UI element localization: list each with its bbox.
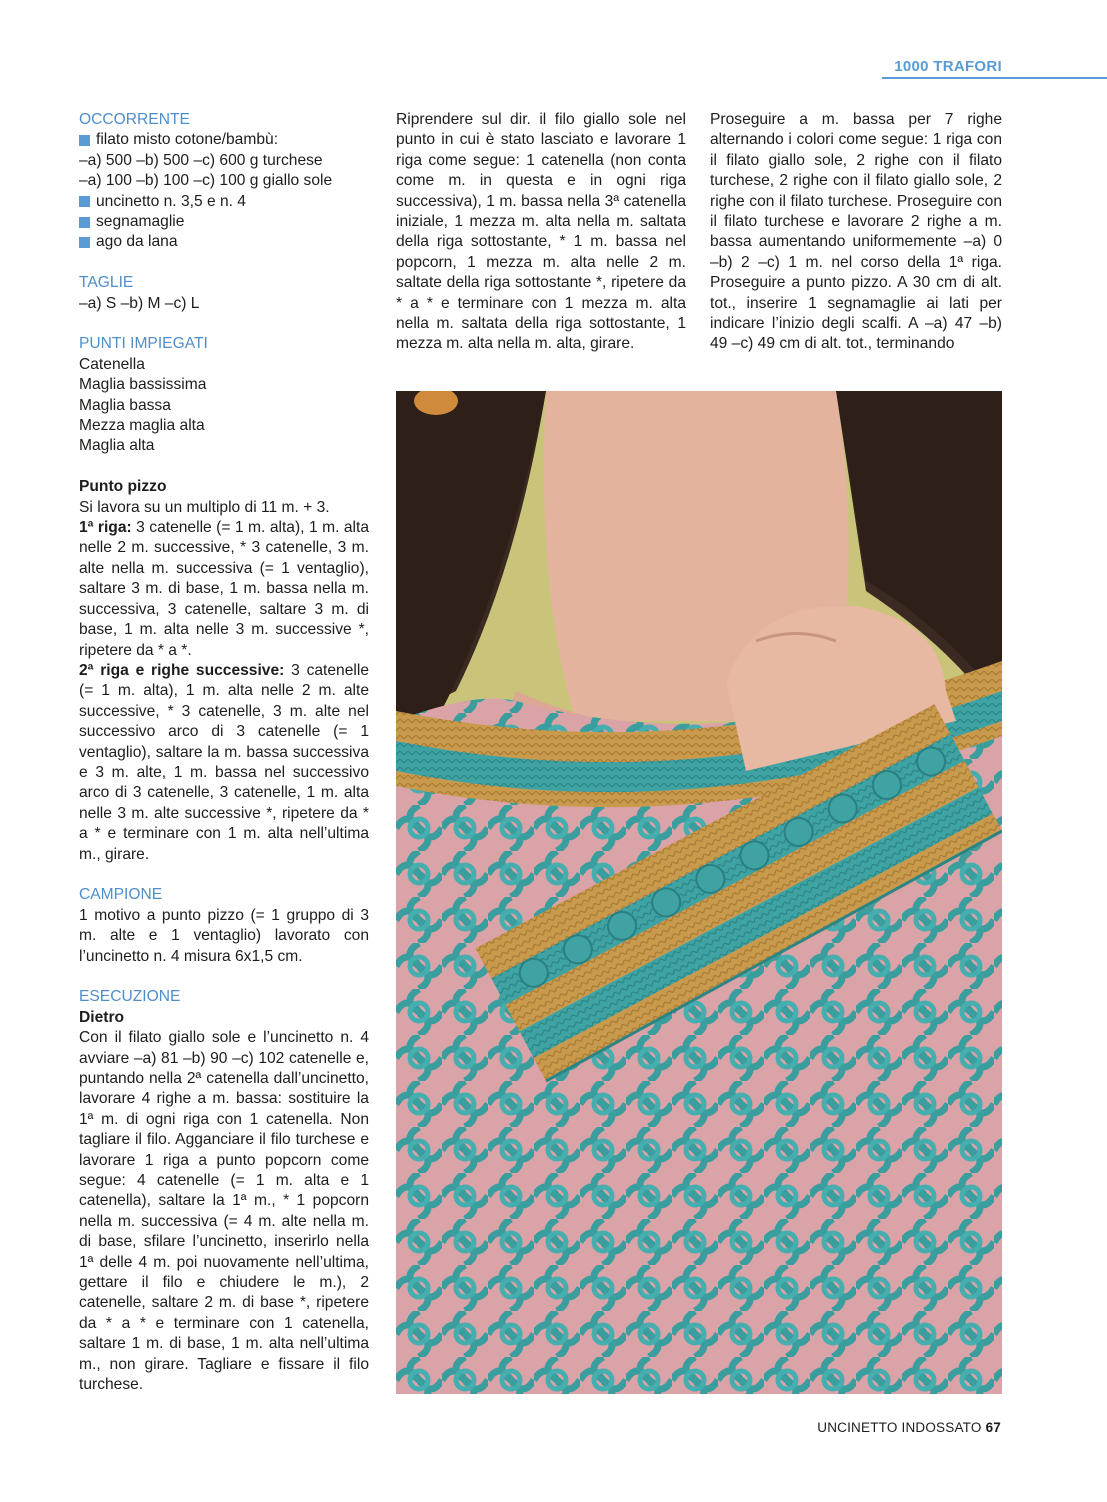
column-right [710,110,1002,355]
pizzo-intro: Si lavora su un multiplo di 11 m. + 3. [79,498,330,516]
bullet-square-icon [79,217,90,228]
crochet-sweater-illustration [396,391,1002,1394]
list-item: segnamaglie [79,212,369,232]
occorrente-heading: OCCORRENTE [79,111,190,128]
list-item: Mezza maglia alta [79,417,205,435]
right-paragraph: Proseguire a m. bassa per 7 righe alternando i colori come segue: 1 riga con il filato giallo sole, 2 righe con il filato turchese, 2 righe con il filato giallo sole, 2 righe con il filato turchese. Proseguire con il filato turchese e lavorare 2 righe a m. bassa aumentando uniformemente –a) 0 –b) 2 –c) 1 m. nel corso della 1ª riga. Proseguire a punto pizzo. A 30 cm di alt. tot., inserire 1 segnamaglie ai lati per indicare l’inizio degli scalfi. A –a) 47 –b) 49 –c) 49 cm di alt. tot., terminando [710,111,1002,353]
riga2-paragraph: 2ª riga e righe successive: 3 catenelle (= 1 m. alta), 1 m. alta nelle 2 m. alte successive, * 3 catenelle, 3 m. alte nel successivo arco di 3 catenelle (= 1 ventaglio), saltare la m. bassa successiva e 3 m. alte, 1 m. bassa nel successivo arco di 3 catenelle, 3 catenelle, 1 m. alta nelle 3 m. alte successive *, ripetere da * a * e terminare con 1 m. alta nell’ultima m., girare. [79,661,369,863]
list-item: –a) 500 –b) 500 –c) 600 g turchese [79,151,323,169]
list-item: uncinetto n. 3,5 e n. 4 [79,192,369,212]
esecuzione-heading: ESECUZIONE [79,988,181,1006]
bullet-square-icon [79,237,90,248]
punti-heading: PUNTI IMPIEGATI [79,335,208,353]
section-title: 1000 TRAFORI [894,58,1002,75]
bullet-square-icon [79,135,90,146]
list-item: Maglia alta [79,437,155,455]
list-item: –a) 100 –b) 100 –c) 100 g giallo sole [79,172,333,190]
list-item: Maglia bassissima [79,376,207,394]
pizzo-heading: Punto pizzo [79,478,167,496]
page-footer [817,1420,1001,1435]
campione-heading: CAMPIONE [79,886,163,904]
magazine-name: UNCINETTO INDOSSATO [817,1420,982,1435]
riga1-paragraph: 1ª riga: 3 catenelle (= 1 m. alta), 1 m. alta nelle 2 m. successive, * 3 catenelle, 3 m. alte nella m. successiva (= 1 ventaglio), saltare 3 m. di base, 1 m. bassa nella m. successiva, 3 catenelle, saltare 3 m. di base, 1 m. alta nelle 3 m. successive *, ripetere da * a *. [79,519,369,659]
bullet-square-icon [79,196,90,207]
list-item: Catenella [79,355,145,373]
list-item: filato misto cotone/bambù: [79,130,369,150]
list-item: ago da lana [79,232,369,252]
middle-paragraph: Riprendere sul dir. il filo giallo sole nel punto in cui è stato lasciato e lavorare 1 riga come segue: 1 catenella (non conta come m. in questa e in ogni riga successiva), 1 m. bassa nella 3ª catenella iniziale, 1 mezza m. alta nella m. saltata della riga sottostante, * 1 m. bassa nel popcorn, 1 mezza m. alta nelle 2 m. saltate della riga sottostante *, ripetere da * a * e terminare con 1 mezza m. alta nella m. saltata della riga sottostante, 1 mezza m. alta nella m. alta, girare. [396,111,686,353]
column-left [79,110,369,1396]
dietro-heading: Dietro [79,1008,125,1026]
taglie-heading: TAGLIE [79,274,134,292]
section-rule [882,77,1107,79]
dietro-text: Con il filato giallo sole e l’uncinetto n. 4 avviare –a) 81 –b) 90 –c) 102 catenelle e, puntando nella 2ª catenella dall’uncinetto, lavorare 4 righe a m. bassa: sostituire la 1ª m. di ogni riga con 1 catenella. Non tagliare il filo. Agganciare il filo turchese e lavorare 1 riga a punto popcorn come segue: 4 catenelle (= 1 m. alta e 1 catenella), saltare la 1ª m., * 1 popcorn nella m. successiva (= 4 m. alte nella m. di base, sfilare l’uncinetto, inserirlo nella 1ª delle 4 m. poi nuovamente nell’ultima, gettare il filo e chiudere le m.), 2 catenelle, saltare 2 m. di base *, ripetere da * a * e terminare con 1 catenella, saltare 1 m. di base, 1 m. alta nell’ultima m., non girare. Tagliare e fissare il filo turchese. [79,1029,369,1394]
column-middle [396,110,686,355]
campione-text: 1 motivo a punto pizzo (= 1 gruppo di 3 m. alte e 1 ventaglio) lavorato con l’uncinetto n. 4 misura 6x1,5 cm. [79,906,369,965]
sweater-photo [396,391,1002,1394]
list-item: Maglia bassa [79,396,171,414]
page-number: 67 [985,1420,1001,1435]
taglie-text: –a) S –b) M –c) L [79,294,200,312]
